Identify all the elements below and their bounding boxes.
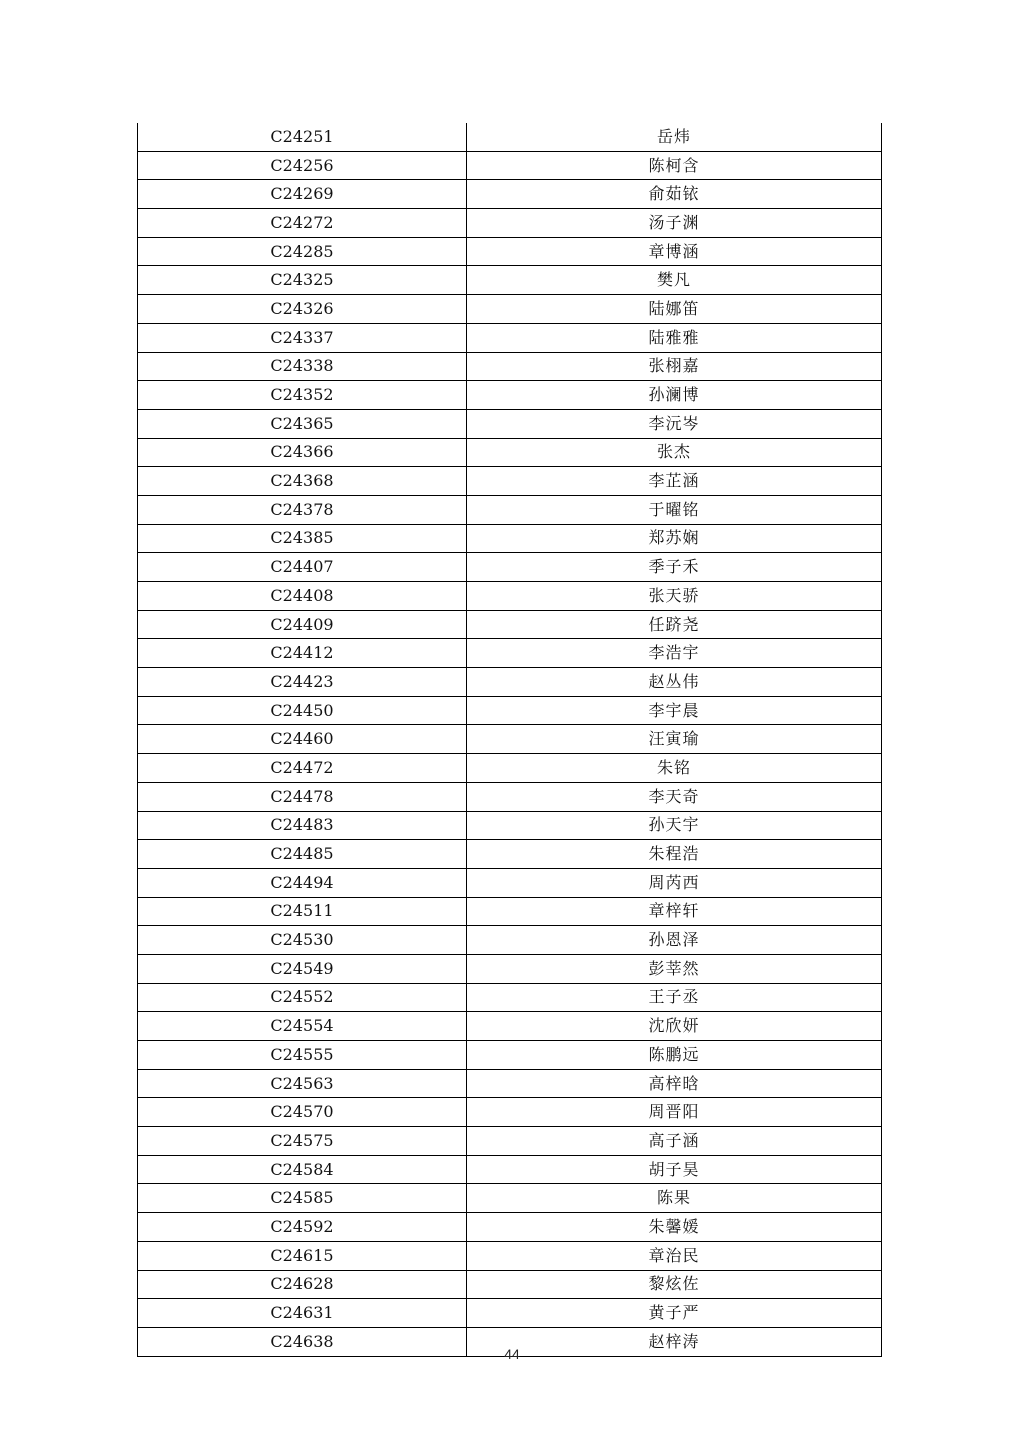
candidate-id-cell: C24326: [138, 295, 467, 324]
candidate-id-cell: C24337: [138, 323, 467, 352]
candidate-id-cell: C24251: [138, 123, 467, 151]
table-row: [138, 926, 882, 955]
candidate-name-cell: 周芮西: [467, 868, 882, 897]
candidate-id-cell: C24365: [138, 409, 467, 438]
table-row: [138, 1012, 882, 1041]
table-row: [138, 553, 882, 582]
table-row: [138, 467, 882, 496]
table-row: [138, 266, 882, 295]
candidate-name-cell: 孙澜博: [467, 381, 882, 410]
candidate-id-cell: C24338: [138, 352, 467, 381]
candidate-name-cell: 岳炜: [467, 123, 882, 151]
page-number: 44: [504, 1346, 520, 1362]
candidate-name-cell: 高梓晗: [467, 1069, 882, 1098]
table-row: [138, 582, 882, 611]
candidate-id-cell: C24478: [138, 782, 467, 811]
table-row: [138, 696, 882, 725]
table-row: [138, 438, 882, 467]
candidate-id-cell: C24472: [138, 754, 467, 783]
candidate-name-cell: 于曜铭: [467, 495, 882, 524]
candidate-id-cell: C24592: [138, 1213, 467, 1242]
table-row: [138, 323, 882, 352]
candidate-id-cell: C24325: [138, 266, 467, 295]
table-row: [138, 1098, 882, 1127]
candidate-id-cell: C24549: [138, 954, 467, 983]
table-row: [138, 782, 882, 811]
candidate-id-cell: C24575: [138, 1127, 467, 1156]
candidate-id-cell: C24385: [138, 524, 467, 553]
candidate-name-cell: 黄子严: [467, 1299, 882, 1328]
candidate-name-cell: 朱铭: [467, 754, 882, 783]
candidate-id-cell: C24256: [138, 151, 467, 180]
candidate-name-cell: 汤子渊: [467, 209, 882, 238]
candidate-name-cell: 周晋阳: [467, 1098, 882, 1127]
table-row: [138, 725, 882, 754]
candidate-name-cell: 赵丛伟: [467, 668, 882, 697]
candidate-id-cell: C24269: [138, 180, 467, 209]
candidate-id-cell: C24423: [138, 668, 467, 697]
candidate-id-cell: C24407: [138, 553, 467, 582]
candidate-name-cell: 张栩嘉: [467, 352, 882, 381]
table-row: [138, 1270, 882, 1299]
table-row: [138, 668, 882, 697]
table-row: [138, 840, 882, 869]
candidate-name-cell: 俞茹铱: [467, 180, 882, 209]
candidate-id-cell: C24485: [138, 840, 467, 869]
candidate-name-cell: 樊凡: [467, 266, 882, 295]
candidate-name-cell: 李天奇: [467, 782, 882, 811]
table-row: [138, 1213, 882, 1242]
candidate-id-cell: C24408: [138, 582, 467, 611]
table-row: [138, 954, 882, 983]
candidate-name-cell: 李宇晨: [467, 696, 882, 725]
candidate-name-cell: 李浩宇: [467, 639, 882, 668]
candidate-id-cell: C24412: [138, 639, 467, 668]
table-row: [138, 1299, 882, 1328]
candidate-id-cell: C24584: [138, 1155, 467, 1184]
candidate-id-cell: C24554: [138, 1012, 467, 1041]
table-row: [138, 151, 882, 180]
table-row: [138, 1041, 882, 1070]
candidate-id-cell: C24631: [138, 1299, 467, 1328]
candidate-id-cell: C24352: [138, 381, 467, 410]
candidate-id-cell: C24272: [138, 209, 467, 238]
candidate-name-cell: 孙恩泽: [467, 926, 882, 955]
table-row: [138, 1241, 882, 1270]
candidate-name-cell: 陈柯含: [467, 151, 882, 180]
candidate-name-cell: 沈欣妍: [467, 1012, 882, 1041]
candidate-name-cell: 陈果: [467, 1184, 882, 1213]
candidate-id-cell: C24450: [138, 696, 467, 725]
candidate-id-cell: C24285: [138, 237, 467, 266]
table-row: [138, 897, 882, 926]
table-row: [138, 352, 882, 381]
candidate-id-cell: C24555: [138, 1041, 467, 1070]
candidate-name-cell: 张天骄: [467, 582, 882, 611]
table-row: [138, 409, 882, 438]
candidate-id-cell: C24552: [138, 983, 467, 1012]
candidate-id-cell: C24378: [138, 495, 467, 524]
roster-table-body: [138, 123, 882, 1356]
candidate-name-cell: 朱馨媛: [467, 1213, 882, 1242]
candidate-name-cell: 胡子昊: [467, 1155, 882, 1184]
candidate-id-cell: C24366: [138, 438, 467, 467]
candidate-name-cell: 陆娜笛: [467, 295, 882, 324]
candidate-name-cell: 李芷涵: [467, 467, 882, 496]
candidate-name-cell: 黎炫佐: [467, 1270, 882, 1299]
candidate-name-cell: 郑苏娴: [467, 524, 882, 553]
candidate-name-cell: 章梓轩: [467, 897, 882, 926]
candidate-name-cell: 张杰: [467, 438, 882, 467]
table-row: [138, 1069, 882, 1098]
candidate-name-cell: 汪寅瑜: [467, 725, 882, 754]
table-row: [138, 811, 882, 840]
candidate-id-cell: C24628: [138, 1270, 467, 1299]
roster-table: [137, 123, 882, 1357]
candidate-name-cell: 章治民: [467, 1241, 882, 1270]
candidate-id-cell: C24570: [138, 1098, 467, 1127]
candidate-name-cell: 赵梓涛: [467, 1327, 882, 1356]
table-row: [138, 983, 882, 1012]
candidate-name-cell: 任跻尧: [467, 610, 882, 639]
table-row: [138, 123, 882, 151]
candidate-id-cell: C24409: [138, 610, 467, 639]
table-row: [138, 868, 882, 897]
candidate-name-cell: 陈鹏远: [467, 1041, 882, 1070]
candidate-id-cell: C24530: [138, 926, 467, 955]
table-row: [138, 237, 882, 266]
table-row: [138, 180, 882, 209]
candidate-id-cell: C24638: [138, 1327, 467, 1356]
table-row: [138, 754, 882, 783]
table-row: [138, 610, 882, 639]
candidate-id-cell: C24585: [138, 1184, 467, 1213]
table-row: [138, 381, 882, 410]
candidate-name-cell: 章博涵: [467, 237, 882, 266]
table-row: [138, 1155, 882, 1184]
candidate-id-cell: C24563: [138, 1069, 467, 1098]
candidate-id-cell: C24368: [138, 467, 467, 496]
candidate-id-cell: C24511: [138, 897, 467, 926]
table-row: [138, 524, 882, 553]
candidate-name-cell: 高子涵: [467, 1127, 882, 1156]
table-row: [138, 295, 882, 324]
table-row: [138, 209, 882, 238]
candidate-name-cell: 陆雅雅: [467, 323, 882, 352]
candidate-name-cell: 王子丞: [467, 983, 882, 1012]
candidate-id-cell: C24494: [138, 868, 467, 897]
candidate-id-cell: C24483: [138, 811, 467, 840]
candidate-id-cell: C24460: [138, 725, 467, 754]
table-row: [138, 639, 882, 668]
candidate-name-cell: 孙天宇: [467, 811, 882, 840]
candidate-name-cell: 朱程浩: [467, 840, 882, 869]
table-row: [138, 495, 882, 524]
table-row: [138, 1184, 882, 1213]
candidate-name-cell: 季子禾: [467, 553, 882, 582]
candidate-id-cell: C24615: [138, 1241, 467, 1270]
candidate-name-cell: 李沅岑: [467, 409, 882, 438]
candidate-name-cell: 彭莘然: [467, 954, 882, 983]
table-row: [138, 1127, 882, 1156]
